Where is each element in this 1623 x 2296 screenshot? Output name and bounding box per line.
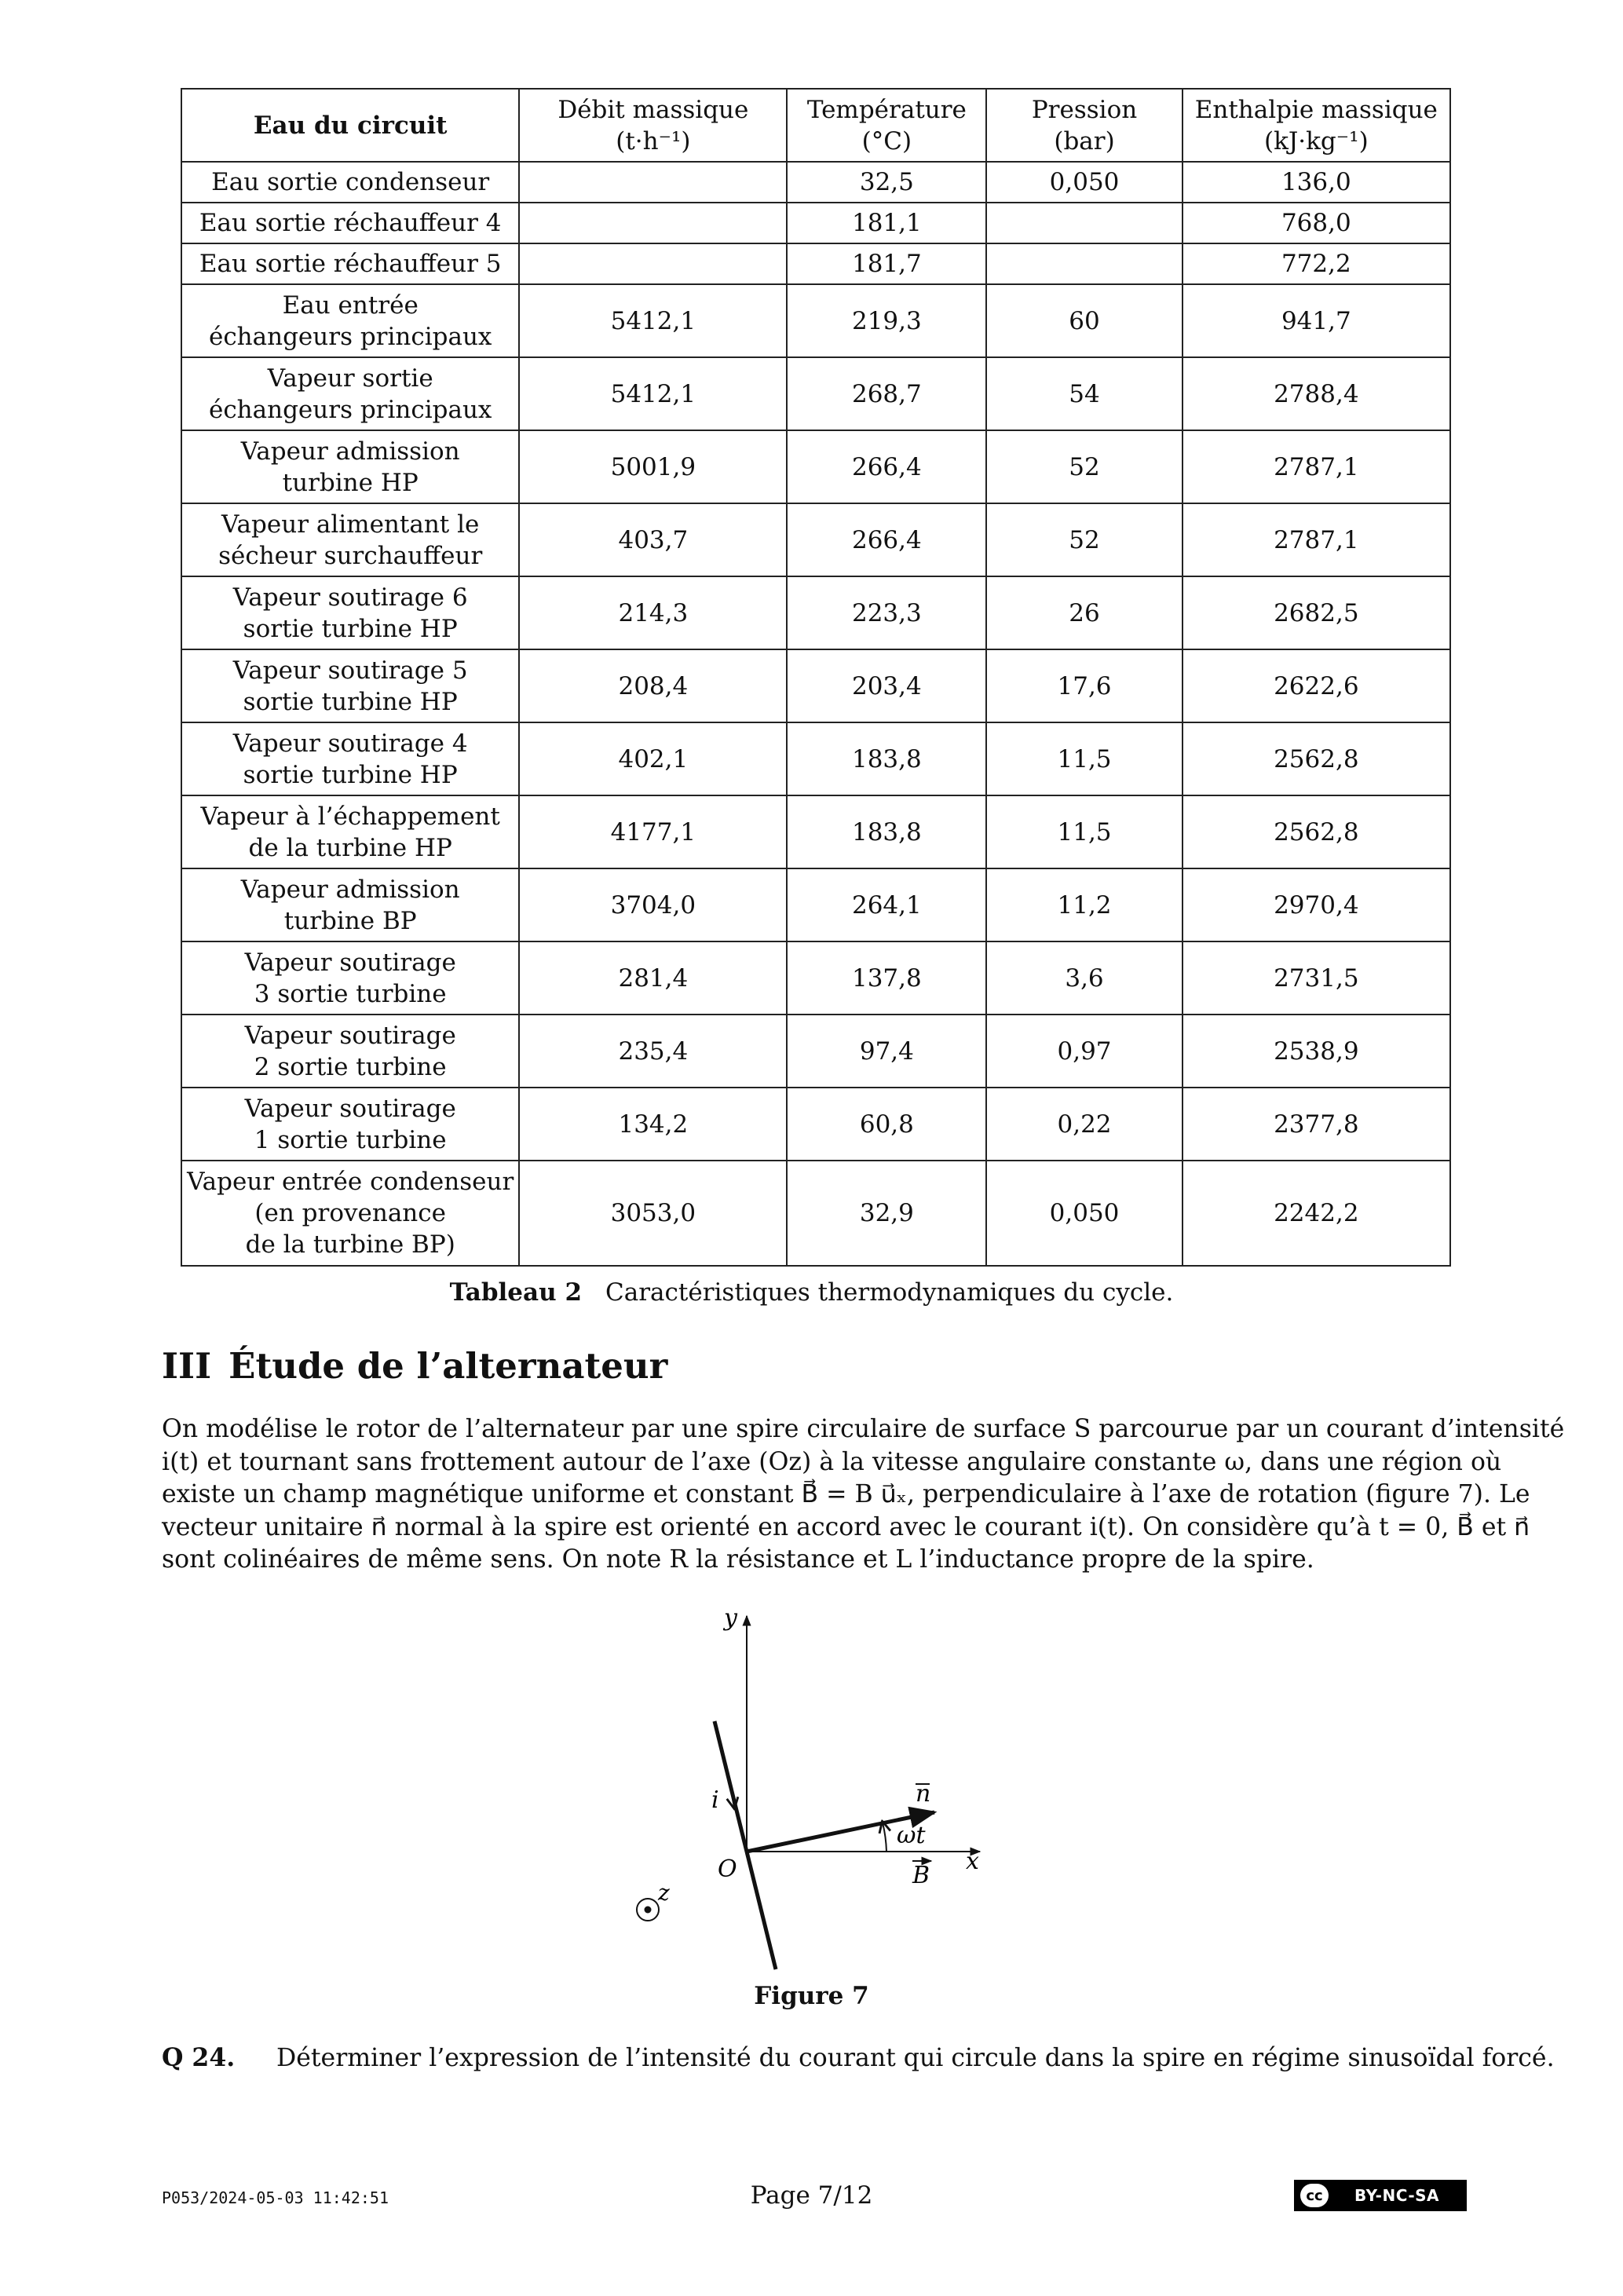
- cell-label: [181, 868, 519, 941]
- table-row: [181, 1088, 1450, 1161]
- cell-label: [181, 1088, 519, 1161]
- cell-debit: 134,2: [519, 1088, 787, 1161]
- cell-enthalpie: 136,0: [1183, 162, 1450, 203]
- cell-pression: 26: [986, 576, 1182, 649]
- cell-temp: 32,5: [787, 162, 986, 203]
- cell-debit: 5412,1: [519, 357, 787, 430]
- cell-label-line: Vapeur alimentant le: [221, 510, 480, 539]
- cell-temp: 181,7: [787, 243, 986, 284]
- cell-pression: 52: [986, 430, 1182, 503]
- cell-temp: 60,8: [787, 1088, 986, 1161]
- cell-pression: 11,5: [986, 795, 1182, 868]
- table-row: [181, 284, 1450, 357]
- table-row: [181, 357, 1450, 430]
- cell-pression: 17,6: [986, 649, 1182, 722]
- header-temperature: [787, 89, 986, 162]
- angle-arc: [883, 1823, 886, 1852]
- cell-label-line: Eau sortie réchauffeur 4: [199, 209, 502, 237]
- cell-label-line: sortie turbine HP: [243, 614, 458, 643]
- cell-debit: 3053,0: [519, 1161, 787, 1266]
- cell-debit: 3704,0: [519, 868, 787, 941]
- cell-enthalpie: 2731,5: [1183, 941, 1450, 1015]
- cell-label-line: Vapeur soutirage 4: [232, 729, 468, 758]
- cell-label-line: Vapeur sortie: [267, 364, 433, 393]
- cell-label-line: Eau sortie réchauffeur 5: [199, 250, 502, 278]
- question-text: Déterminer l’expression de l’intensité du courant qui circule dans la spire en régime sinusoïdal forcé.: [276, 2044, 1555, 2072]
- cell-label-line: de la turbine BP): [245, 1230, 455, 1259]
- cell-label: [181, 941, 519, 1015]
- paragraph-line-5: sont colinéaires de même sens. On note R la résistance et L l’inductance propre de la spire.: [162, 1545, 1314, 1574]
- cell-label-line: de la turbine HP: [248, 833, 452, 862]
- paragraph-line-3: existe un champ magnétique uniforme et constant B⃗ = B u⃗ₓ, perpendiculaire à l’axe de rotation (figure 7). Le: [162, 1480, 1530, 1508]
- cell-temp: 181,1: [787, 203, 986, 243]
- cell-debit: [519, 243, 787, 284]
- cell-enthalpie: 2788,4: [1183, 357, 1450, 430]
- header-eau-du-circuit: Eau du circuit: [181, 89, 519, 162]
- figure-7: [612, 1602, 1021, 2010]
- cell-debit: 235,4: [519, 1015, 787, 1088]
- question-24: [162, 2042, 1555, 2075]
- cell-pression: 11,5: [986, 722, 1182, 795]
- table-row: [181, 503, 1450, 576]
- header-pression-unit: (bar): [1054, 126, 1115, 155]
- cell-label-line: Vapeur entrée condenseur: [187, 1168, 514, 1196]
- cell-pression: [986, 203, 1182, 243]
- cell-label-line: sécheur surchauffeur: [218, 541, 483, 570]
- cell-label-line: échangeurs principaux: [208, 322, 492, 351]
- cell-label: [181, 649, 519, 722]
- table-row: [181, 649, 1450, 722]
- cell-temp: 266,4: [787, 430, 986, 503]
- table-caption-text: Caractéristiques thermodynamiques du cycle.: [605, 1278, 1174, 1307]
- cell-label-line: (en provenance: [254, 1199, 446, 1227]
- cell-enthalpie: 2970,4: [1183, 868, 1450, 941]
- cell-debit: [519, 162, 787, 203]
- cell-enthalpie: 2562,8: [1183, 795, 1450, 868]
- header-temperature-unit: (°C): [861, 126, 912, 155]
- cell-enthalpie: 2377,8: [1183, 1088, 1450, 1161]
- cell-pression: 52: [986, 503, 1182, 576]
- header-enthalpie-label: Enthalpie massique: [1194, 95, 1438, 124]
- section-title: [162, 1344, 667, 1388]
- question-number: Q 24.: [162, 2043, 236, 2072]
- table-row: [181, 1015, 1450, 1088]
- origin-label: O: [718, 1855, 737, 1883]
- cell-temp: 219,3: [787, 284, 986, 357]
- y-axis-label: y: [724, 1604, 737, 1632]
- page-number: Page 7/12: [750, 2181, 873, 2210]
- cell-debit: 403,7: [519, 503, 787, 576]
- license-badge[interactable]: [1294, 2180, 1467, 2211]
- cell-pression: 54: [986, 357, 1182, 430]
- cell-label: [181, 203, 519, 243]
- cell-temp: 32,9: [787, 1161, 986, 1266]
- cell-enthalpie: 772,2: [1183, 243, 1450, 284]
- cell-label-line: sortie turbine HP: [243, 687, 458, 716]
- header-debit-unit: (t·h⁻¹): [616, 126, 691, 155]
- cell-label: [181, 284, 519, 357]
- section-title-text: Étude de l’alternateur: [228, 1345, 668, 1387]
- cell-label: [181, 1161, 519, 1266]
- cell-label: [181, 722, 519, 795]
- cell-label-line: 2 sortie turbine: [254, 1052, 447, 1081]
- cell-label: [181, 357, 519, 430]
- table-row: [181, 941, 1450, 1015]
- table-row: [181, 430, 1450, 503]
- cell-enthalpie: 768,0: [1183, 203, 1450, 243]
- cell-label-line: 3 sortie turbine: [254, 979, 447, 1008]
- cell-pression: [986, 243, 1182, 284]
- header-debit-label: Débit massique: [557, 95, 749, 124]
- angle-label: ωt: [897, 1822, 926, 1849]
- paragraph-line-4: vecteur unitaire n⃗ normal à la spire est orienté en accord avec le courant i(t). On considère qu’à t = 0, B⃗ et n⃗: [162, 1512, 1530, 1541]
- cell-label: [181, 430, 519, 503]
- cell-debit: 281,4: [519, 941, 787, 1015]
- cell-debit: 214,3: [519, 576, 787, 649]
- field-label: B: [912, 1862, 930, 1889]
- cell-enthalpie: 2242,2: [1183, 1161, 1450, 1266]
- cell-debit: 5001,9: [519, 430, 787, 503]
- cell-label-line: Eau entrée: [282, 291, 419, 320]
- cell-pression: 0,22: [986, 1088, 1182, 1161]
- cell-temp: 264,1: [787, 868, 986, 941]
- table-row: [181, 722, 1450, 795]
- cell-debit: [519, 203, 787, 243]
- figure-caption: Figure 7: [754, 1982, 869, 2010]
- table-row: [181, 1161, 1450, 1266]
- cell-enthalpie: 941,7: [1183, 284, 1450, 357]
- table-body: [181, 162, 1450, 1266]
- cell-debit: 5412,1: [519, 284, 787, 357]
- table-header-row: [181, 89, 1450, 162]
- cell-pression: 3,6: [986, 941, 1182, 1015]
- header-pression-label: Pression: [1031, 95, 1138, 124]
- intro-paragraph: [162, 1413, 1565, 1577]
- cc-icon: cc: [1300, 2184, 1329, 2207]
- cell-label-line: échangeurs principaux: [208, 395, 492, 424]
- x-axis-label: x: [966, 1848, 979, 1875]
- table-row: [181, 162, 1450, 203]
- cell-label: [181, 162, 519, 203]
- cell-enthalpie: 2787,1: [1183, 430, 1450, 503]
- cell-label-line: Vapeur soutirage 5: [232, 656, 468, 685]
- thermo-table: [181, 88, 1451, 1267]
- cell-label-line: Vapeur soutirage: [244, 1094, 456, 1123]
- cell-label-line: Eau sortie condenseur: [211, 168, 490, 196]
- table-row: [181, 576, 1450, 649]
- cell-temp: 137,8: [787, 941, 986, 1015]
- cell-label: [181, 503, 519, 576]
- cell-label-line: Vapeur admission: [240, 437, 460, 466]
- paragraph-line-2: i(t) et tournant sans frottement autour de l’axe (Oz) à la vitesse angulaire constante ω, dans une région où: [162, 1447, 1502, 1476]
- z-axis-dot: [645, 1907, 652, 1914]
- cell-label-line: Vapeur soutirage 6: [232, 583, 468, 612]
- table-row: [181, 868, 1450, 941]
- cell-temp: 223,3: [787, 576, 986, 649]
- header-temperature-label: Température: [806, 95, 967, 124]
- cell-enthalpie: 2538,9: [1183, 1015, 1450, 1088]
- cell-label: [181, 1015, 519, 1088]
- cell-label: [181, 243, 519, 284]
- cell-pression: 0,97: [986, 1015, 1182, 1088]
- cell-enthalpie: 2622,6: [1183, 649, 1450, 722]
- table-caption-label: Tableau 2: [449, 1278, 583, 1307]
- cell-pression: 11,2: [986, 868, 1182, 941]
- header-debit: [519, 89, 787, 162]
- header-enthalpie-unit: (kJ·kg⁻¹): [1263, 126, 1369, 155]
- cell-temp: 183,8: [787, 722, 986, 795]
- cell-pression: 0,050: [986, 1161, 1182, 1266]
- cell-label: [181, 795, 519, 868]
- paragraph-line-1: On modélise le rotor de l’alternateur par une spire circulaire de surface S parcourue par un courant d’intensité: [162, 1415, 1565, 1443]
- current-label: i: [711, 1786, 719, 1814]
- cell-label-line: turbine HP: [282, 468, 419, 497]
- cell-enthalpie: 2682,5: [1183, 576, 1450, 649]
- section-number: III: [162, 1345, 212, 1387]
- spire-line: [715, 1721, 776, 1969]
- header-pression: [986, 89, 1182, 162]
- cell-temp: 183,8: [787, 795, 986, 868]
- cell-label-line: Vapeur admission: [240, 875, 460, 904]
- cell-debit: 4177,1: [519, 795, 787, 868]
- cell-label-line: Vapeur soutirage: [244, 1021, 456, 1050]
- cell-label: [181, 576, 519, 649]
- cell-temp: 268,7: [787, 357, 986, 430]
- footer-reference: P053/2024-05-03 11:42:51: [162, 2188, 389, 2207]
- table-row: [181, 243, 1450, 284]
- table-row: [181, 203, 1450, 243]
- cell-label-line: turbine BP: [283, 906, 417, 935]
- normal-vector-label: n: [916, 1780, 931, 1808]
- cell-debit: 402,1: [519, 722, 787, 795]
- license-text: BY-NC-SA: [1354, 2186, 1440, 2205]
- cell-temp: 203,4: [787, 649, 986, 722]
- cell-label-line: Vapeur à l’échappement: [200, 802, 500, 831]
- cell-label-line: Vapeur soutirage: [244, 948, 456, 977]
- cell-label-line: 1 sortie turbine: [254, 1125, 447, 1154]
- z-axis-label: z: [658, 1880, 670, 1906]
- cell-enthalpie: 2787,1: [1183, 503, 1450, 576]
- cell-temp: 266,4: [787, 503, 986, 576]
- table-row: [181, 795, 1450, 868]
- header-enthalpie: [1183, 89, 1450, 162]
- figure-svg: [612, 1602, 1021, 2010]
- cell-label-line: sortie turbine HP: [243, 760, 458, 789]
- cell-temp: 97,4: [787, 1015, 986, 1088]
- cell-debit: 208,4: [519, 649, 787, 722]
- table-caption: [0, 1277, 1623, 1308]
- cell-pression: 60: [986, 284, 1182, 357]
- cell-pression: 0,050: [986, 162, 1182, 203]
- cell-enthalpie: 2562,8: [1183, 722, 1450, 795]
